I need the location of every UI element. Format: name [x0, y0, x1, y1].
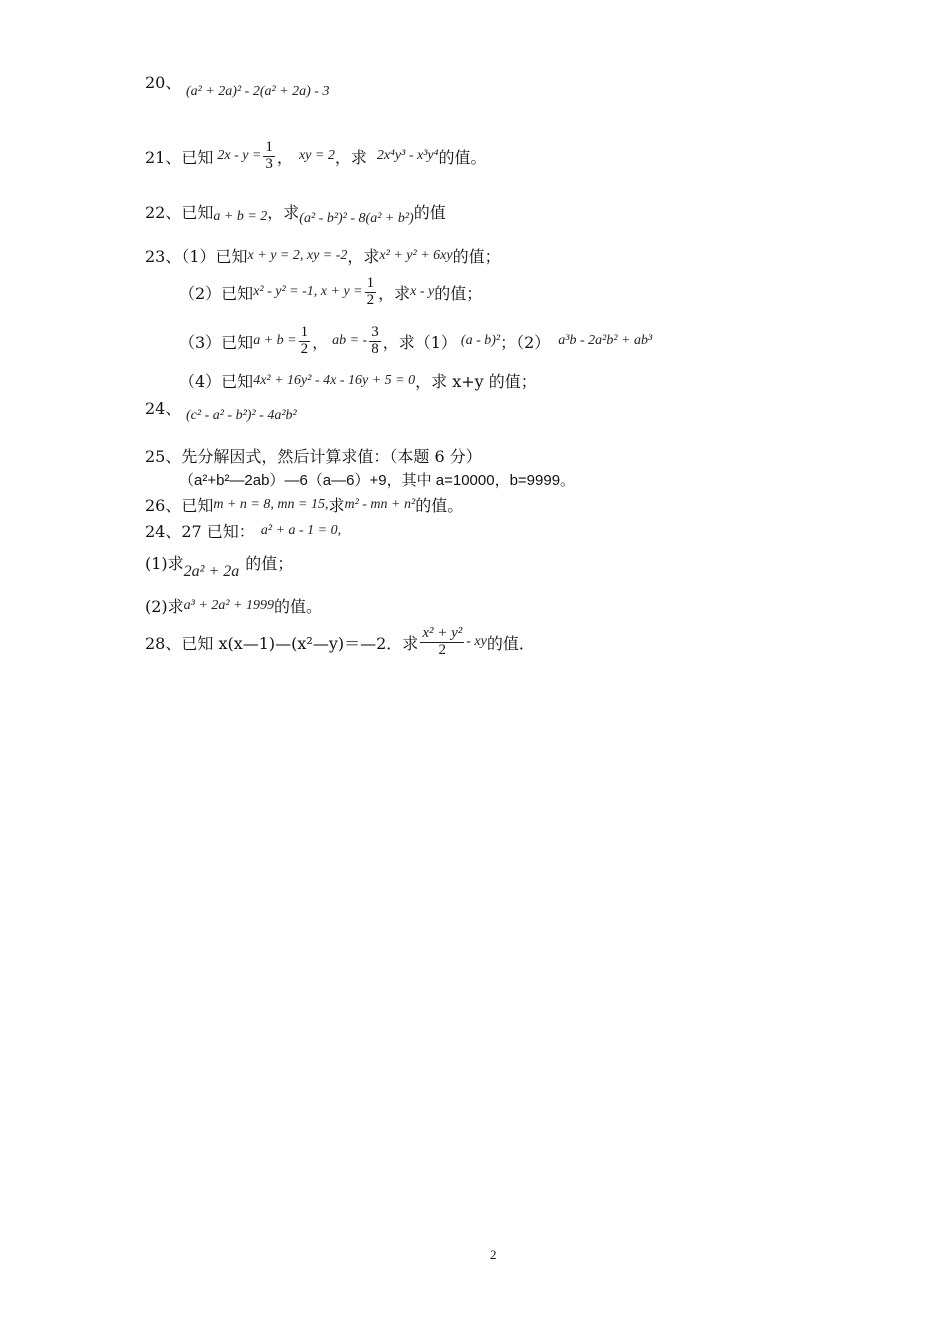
question-23-part-3 [179, 321, 652, 361]
question-text: 25、先分解因式，然后计算求值：（本题 6 分） [145, 447, 482, 466]
question-tail: 的值。 [415, 496, 464, 515]
separator: ，求 [267, 202, 300, 222]
fraction-denominator: 3 [265, 155, 273, 172]
math-expression: a³b - 2a²b² + ab³ [558, 333, 653, 348]
question-label: （3）已知 [179, 332, 254, 352]
question-label: 28、已知 x(x—1)—(x²—y)＝—2．求 [145, 633, 419, 653]
question-23-part-2 [179, 272, 482, 312]
fraction-numerator: 1 [265, 138, 273, 155]
fraction-denominator: 8 [371, 340, 379, 357]
separator: ，求 [378, 283, 411, 303]
question-tail: 的值． [486, 633, 535, 653]
page-number: 2 [490, 1247, 497, 1262]
math-expression: (a² + 2a)² - 2(a² + 2a) - 3 [186, 84, 330, 99]
math-expression: xy = 2 [298, 148, 335, 163]
question-label: （2）已知 [179, 283, 254, 303]
separator: ；（2） [500, 332, 551, 352]
math-expression: x² - y² = -1, x + y = [253, 284, 363, 299]
fraction-denominator: 2 [438, 641, 447, 658]
fraction-denominator: 2 [300, 340, 309, 357]
question-label: 24、 [145, 399, 182, 418]
math-expression: (a - b)² [460, 333, 501, 348]
fraction-numerator: 1 [300, 323, 309, 340]
question-27-part-2 [145, 594, 322, 617]
question-tail: 的值。 [438, 147, 487, 167]
question-label: 26、已知 [145, 496, 214, 515]
separator: ，求（1） [382, 332, 457, 352]
question-tail: 的值； [434, 283, 483, 303]
question-label: 23、（1）已知 [145, 247, 248, 266]
question-label: 21、已知 [145, 147, 214, 167]
question-21 [145, 136, 487, 176]
question-27 [145, 519, 341, 542]
question-tail: 的值 [413, 202, 446, 222]
math-expression: 2x⁴y³ - x³y⁴ [376, 148, 439, 163]
question-tail: 的值。 [273, 597, 322, 616]
fraction-denominator: 2 [366, 291, 375, 308]
question-tail: ，求 x+y 的值； [415, 372, 537, 391]
math-expression: m + n = 8, mn = 15, [213, 496, 329, 512]
question-tail: 的值； [245, 553, 294, 573]
question-label: 22、已知 [145, 202, 214, 222]
math-expression: a³ + 2a² + 1999 [183, 597, 274, 613]
math-expression: a + b = 2 [213, 209, 268, 224]
question-24-expression [186, 408, 297, 424]
question-23-part-4 [179, 369, 537, 392]
math-expression: (c² - a² - b²)² - 4a²b² [186, 408, 297, 423]
question-label: (1)求 [145, 553, 184, 573]
math-expression: x + y = 2, xy = -2 [247, 247, 348, 263]
question-24 [145, 396, 181, 419]
question-27-part-1 [145, 545, 293, 579]
math-expression: 2x - y = [217, 148, 262, 163]
fraction [299, 325, 311, 358]
math-expression: 4x² + 16y² - 4x - 16y + 5 = 0 [253, 372, 416, 388]
separator: ，求 [347, 247, 380, 266]
question-label: 24、27 已知： [145, 522, 255, 541]
separator: ， [276, 147, 293, 167]
question-label: 20、 [145, 73, 182, 92]
question-20-expression [186, 84, 329, 100]
fraction [420, 626, 464, 659]
question-23 [145, 244, 501, 267]
math-expression: - xy [466, 634, 487, 649]
question-label: （4）已知 [179, 372, 254, 391]
math-expression: x - y [410, 284, 435, 299]
separator: 求 [328, 496, 345, 515]
question-26 [145, 493, 463, 516]
fraction-numerator: 1 [366, 274, 375, 291]
question-tail: 的值； [452, 247, 501, 266]
question-label: (2)求 [145, 597, 184, 616]
separator: ，求 [334, 147, 367, 167]
question-25-condition [179, 469, 575, 490]
question-28 [145, 620, 535, 664]
math-expression: a² + a - 1 = 0, [260, 522, 342, 538]
fraction [263, 140, 275, 173]
fraction-numerator: 3 [371, 323, 379, 340]
fraction [369, 325, 381, 358]
separator: ， [312, 332, 329, 352]
fraction-numerator: x² + y² [422, 624, 463, 641]
question-22 [145, 196, 446, 226]
question-25 [145, 444, 482, 467]
math-expression: ab = - [332, 333, 368, 348]
question-20 [145, 70, 181, 93]
math-expression: x² + y² + 6xy [379, 247, 453, 263]
math-expression: 2a² + 2a [183, 563, 240, 580]
math-expression: a + b = [253, 333, 297, 348]
math-expression: (a² - b²)² - 8(a² + b²) [299, 211, 414, 226]
question-text: （a²+b²—2ab）—6（a—6）+9，其中 a=10000，b=9999。 [179, 472, 576, 489]
math-expression: m² - mn + n² [344, 496, 416, 512]
fraction [365, 276, 377, 309]
